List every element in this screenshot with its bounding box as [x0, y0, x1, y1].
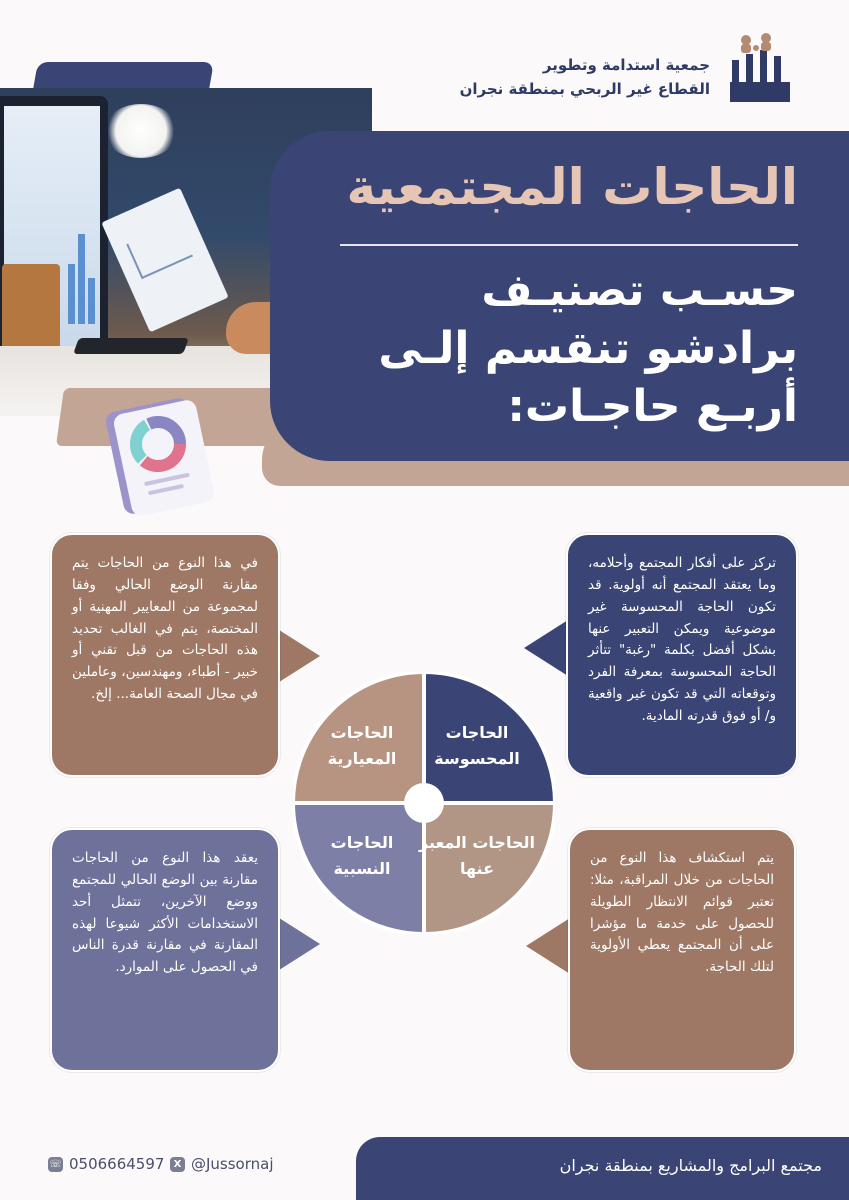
normative-needs-label: الحاجات المعيارية: [327, 723, 397, 768]
subtitle-line: أربـع حاجـات:: [507, 381, 798, 433]
phone-contact[interactable]: [48, 1155, 164, 1173]
page-subtitle: [300, 262, 798, 436]
felt-needs-label: الحاجات المحسوسة: [434, 723, 520, 768]
page-title: الحاجات المجتمعية: [346, 158, 798, 216]
normative-needs-box: في هذا النوع من الحاجات يتم مقارنة الوضع الحالي وفقا لمجموعة من المعايير المهنية أو المختصة، يتم في الغالب تحديد هذه الحاجات من قبل تقني أو خبير - أطباء، ومهندسين، وعاملين في مجال الصحة العامة... إلخ.: [50, 533, 280, 777]
callout-tail: [524, 620, 568, 676]
subtitle-line: برادشو تنقسم إلـى: [378, 323, 798, 375]
title-divider: [340, 244, 798, 246]
phone-icon: ☏: [49, 1158, 62, 1170]
x-icon: X: [170, 1157, 185, 1172]
social-handle[interactable]: [170, 1155, 274, 1173]
handle-text: @Jussornaj: [191, 1155, 274, 1173]
org-name-line2: القطاع غير الربحي بمنطقة نجران: [459, 80, 710, 98]
expressed-needs-label: الحاجات المعبر عنها: [419, 833, 535, 878]
relative-needs-box: يعقد هذا النوع من الحاجات مقارنة بين الوضع الحالي للمجتمع ووضع الآخرين، تتمثل أحد الاستخدامات الأكثر شيوعا لهذه المقارنة في مقارنة قدرة الناس في الحصول على الموارد.: [50, 828, 280, 1072]
org-name-line1: جمعية استدامة وتطوير: [542, 56, 710, 74]
expressed-needs-box: يتم استكشاف هذا النوع من الحاجات من خلال المراقبة، مثلا: تعتبر قوائم الانتظار الطويلة للحصول على خدمة ما مؤشرا على أن المجتمع يعطي الأولوية لتلك الحاجة.: [568, 828, 796, 1072]
footer-program-name: مجتمع البرامج والمشاريع بمنطقة نجران: [559, 1156, 822, 1175]
relative-needs-label: الحاجات النسبية: [330, 833, 394, 878]
logo-mark: [724, 30, 796, 110]
felt-needs-box: تركز على أفكار المجتمع وأحلامه، وما يعتقد المجتمع أنه أولوية. قد تكون الحاجة المحسوسة غير موضوعية ويمكن التعبير عنها بشكل أفضل بكلمة "رغبة" تتأثر الحاجة المحسوسة بمعرفة الفرد وتوقعاته التي قد تكون غير واقعية و/ أو فوق قدرته المادية.: [566, 533, 798, 777]
phone-number: 0506664597: [69, 1155, 165, 1173]
needs-quadrant-circle: [293, 672, 555, 934]
donut-chart-document-icon: [104, 398, 214, 516]
subtitle-line: حسـب تصنيـف: [481, 265, 798, 316]
